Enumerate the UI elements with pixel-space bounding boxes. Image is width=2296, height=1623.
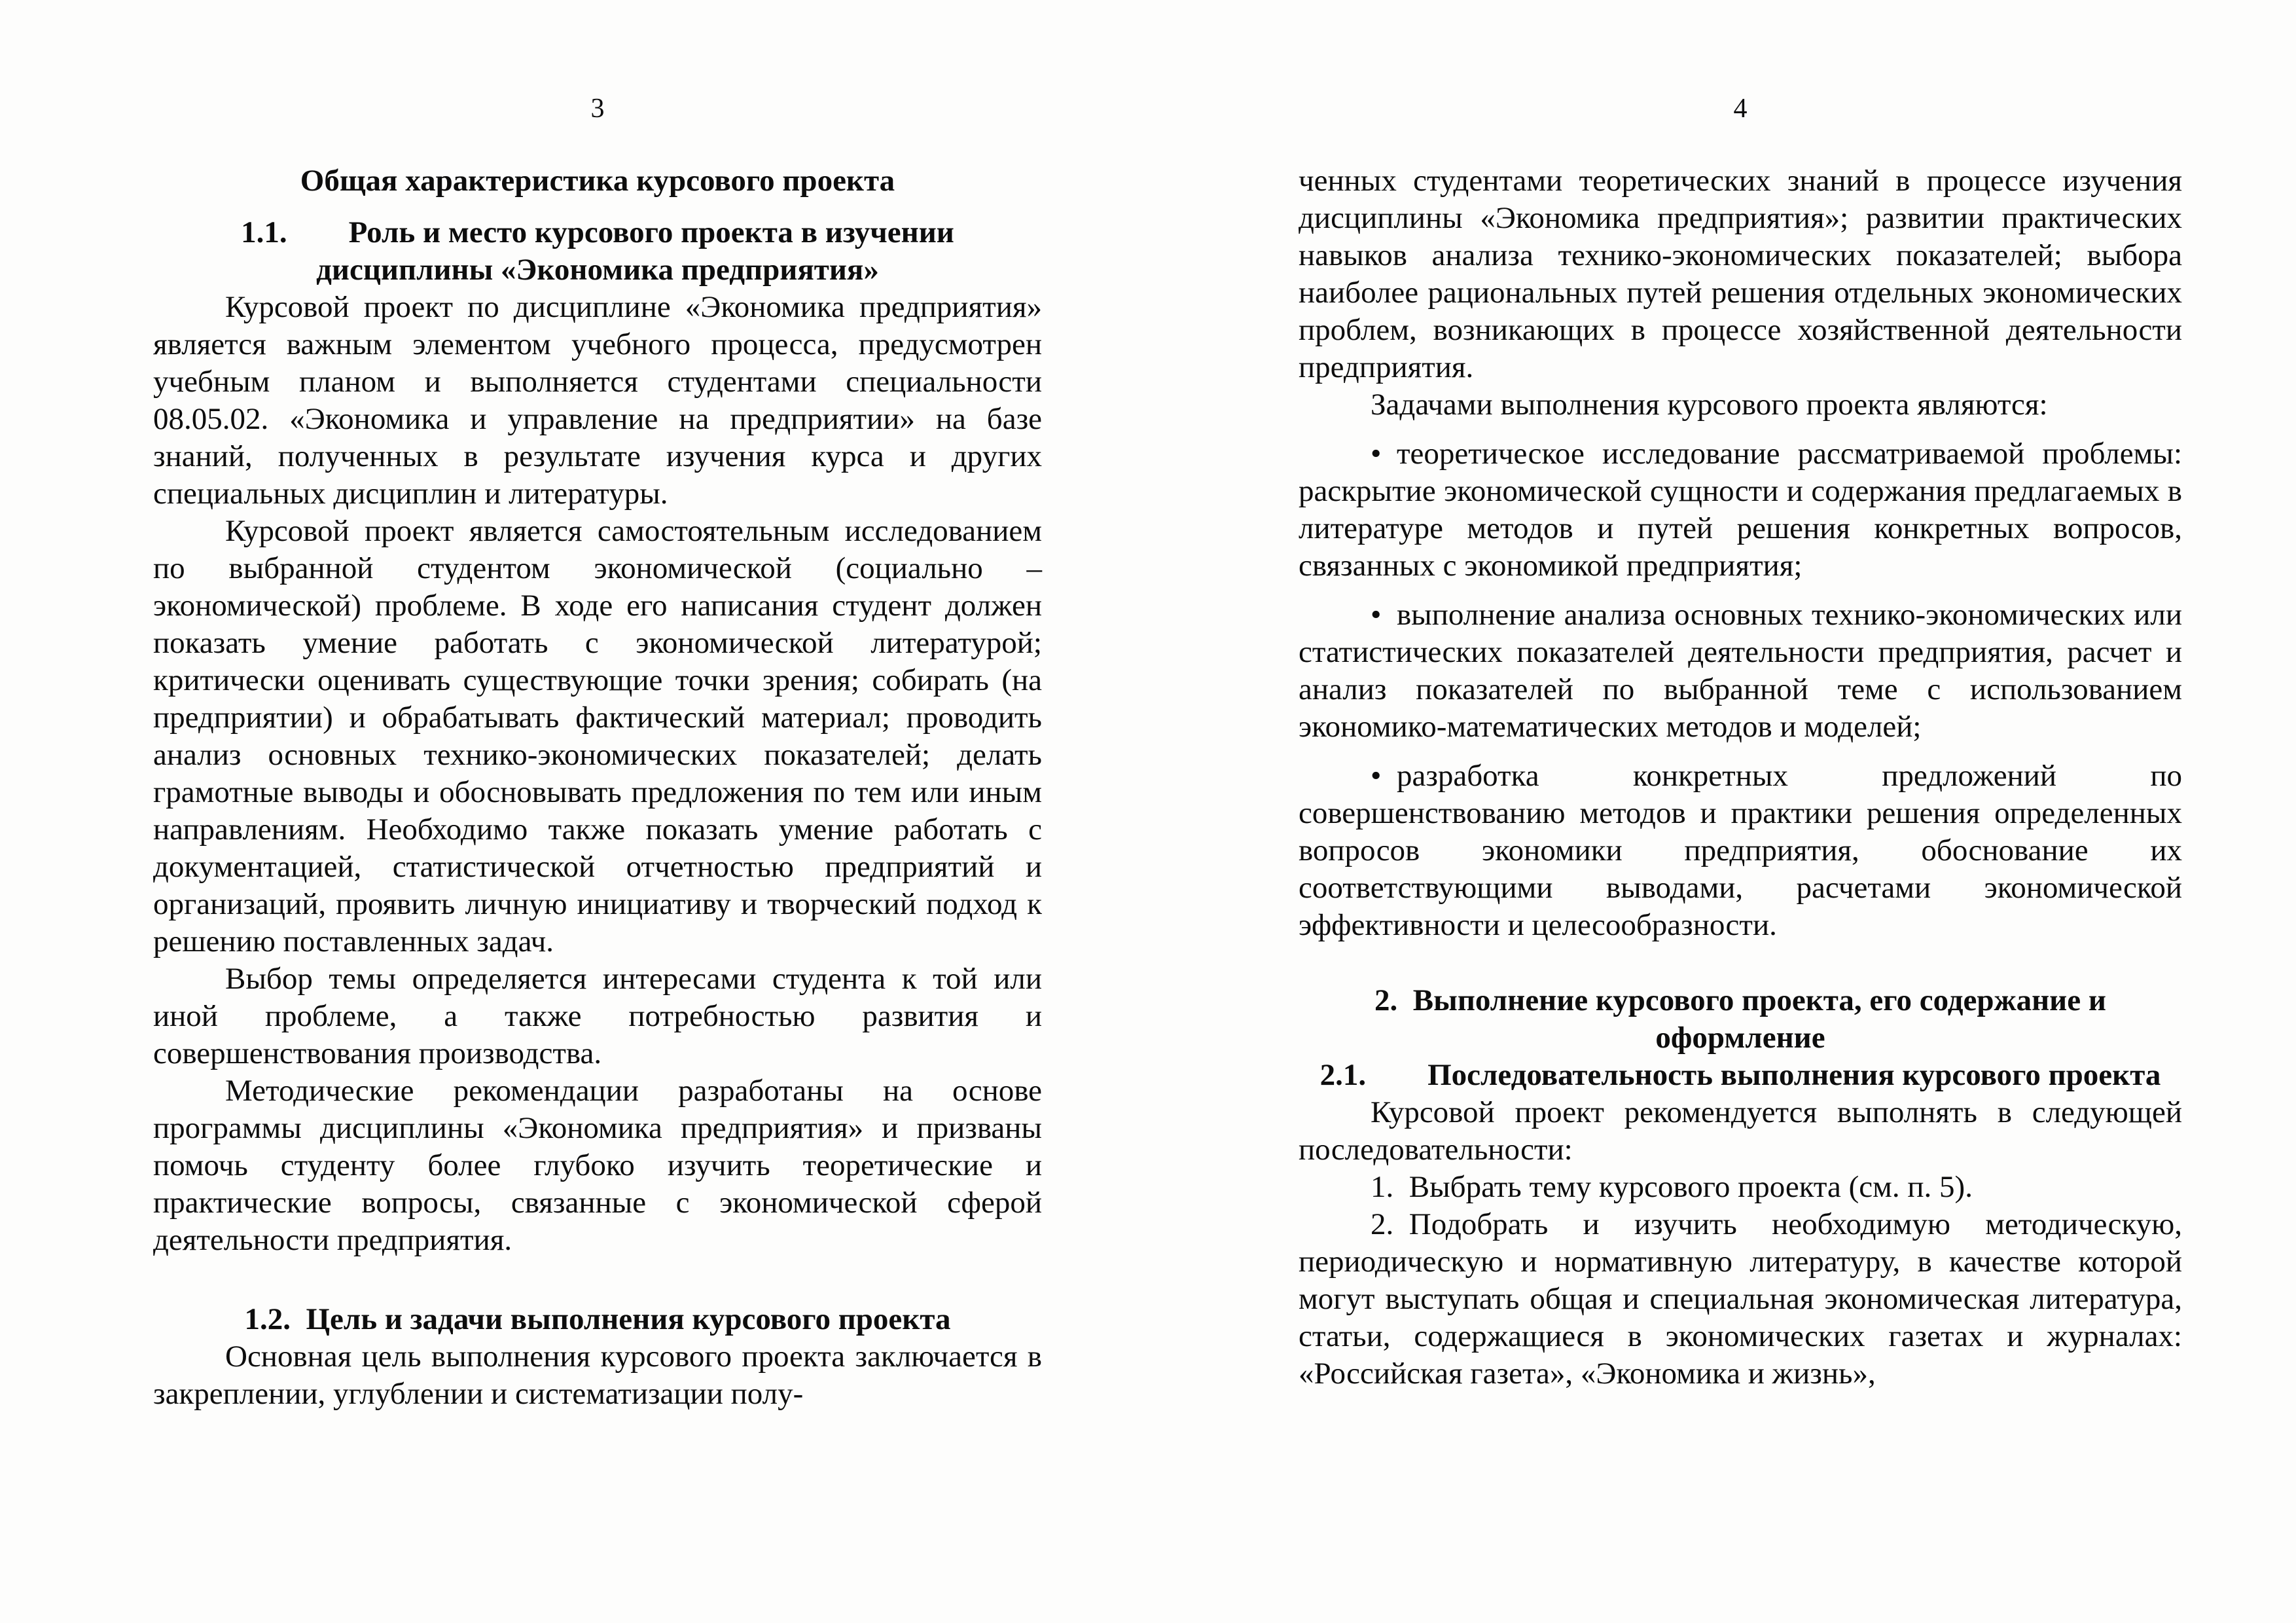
numbered-item: 1. Выбрать тему курсового проекта (см. п. 5). — [1371, 1170, 1973, 1204]
chapter-title: Общая характеристика курсового проекта — [300, 164, 895, 198]
bullet-item: • выполнение анализа основных технико-экономических или статистических показателей деятельности предприятия, расчет и анализ показателей по выбранной теме с использованием экономико-математических методов и моделей; — [1299, 598, 2182, 744]
section-1-2-title: 1.2. Цель и задачи выполнения курсового проекта — [244, 1302, 951, 1336]
sequence-intro-paragraph: Курсовой проект рекомендуется выполнять в следующей последовательности: — [1299, 1095, 2182, 1167]
section-2-1-title: 2.1. Последовательность выполнения курсового проекта — [1319, 1058, 2161, 1092]
page-number-left: 3 — [590, 94, 605, 124]
paragraph: Курсовой проект является самостоятельным исследованием по выбранной студентом экономической (социально – экономической) проблеме. В ходе его написания студент должен показать умение работать с экономической литературой; критически оценивать существующие точки зрения; собирать (на предприятии) и обрабатывать фактический материал; проводить анализ основных технико-экономических показателей; делать грамотные выводы и обосновывать предложения по тем или иным направлениям. Необходимо также показать умение работать с документацией, статистической отчетностью предприятий и организаций, проявить личную инициативу и творческий подход к решению поставленных задач. — [153, 514, 1042, 958]
paragraph: Курсовой проект по дисциплине «Экономика предприятия» является важным элементом учебного процесса, предусмотрен учебным планом и выполняется студентами специальности 08.05.02. «Экономика и управление на предприятии» на базе знаний, полученных в результате изучения курса и других специальных дисциплин и литературы. — [153, 290, 1042, 511]
continuation-paragraph: ченных студентами теоретических знаний в процессе изучения дисциплины «Экономика предприятия»; развитии практических навыков анализа технико-экономических показателей; выбора наиболее рациональных путей решения отдельных экономических проблем, возникающих в процессе хозяйственной деятельности предприятия. — [1299, 164, 2182, 384]
tasks-intro-paragraph: Задачами выполнения курсового проекта являются: — [1371, 388, 2048, 422]
bullet-item: • разработка конкретных предложений по совершенствованию методов и практики решения определенных вопросов экономики предприятия, обоснование их соответствующими выводами, расчетами экономической эффективности и целесообразности. — [1299, 759, 2182, 942]
page-4-content — [1299, 162, 2182, 1393]
section-1-1-title: 1.1. Роль и место курсового проекта в изучении дисциплины «Экономика предприятия» — [241, 215, 954, 287]
page-3 — [153, 93, 1042, 1413]
page-4 — [1299, 93, 2182, 1393]
section-2-title: 2. Выполнение курсового проекта, его содержание и оформление — [1374, 983, 2106, 1055]
page-number-right: 4 — [1733, 94, 1748, 124]
paragraph: Выбор темы определяется интересами студента к той или иной проблеме, а также потребностью развития и совершенствования производства. — [153, 962, 1042, 1070]
numbered-item: 2. Подобрать и изучить необходимую методическую, периодическую и нормативную литературу, в качестве которой могут выступать общая и специальная экономическая литература, статьи, содержащиеся в экономических газетах и журналах: «Российская газета», «Экономика и жизнь», — [1299, 1207, 2182, 1391]
paragraph: Методические рекомендации разработаны на основе программы дисциплины «Экономика предприятия» и призваны помочь студенту более глубоко изучить теоретические и практические вопросы, связанные с экономической сферой деятельности предприятия. — [153, 1074, 1042, 1257]
paragraph: Основная цель выполнения курсового проекта заключается в закреплении, углублении и систематизации полу- — [153, 1340, 1042, 1411]
bullet-item: • теоретическое исследование рассматриваемой проблемы: раскрытие экономической сущности и содержания предлагаемых в литературе методов и путей решения конкретных вопросов, связанных с экономикой предприятия; — [1299, 437, 2182, 583]
page-3-content — [153, 162, 1042, 1413]
